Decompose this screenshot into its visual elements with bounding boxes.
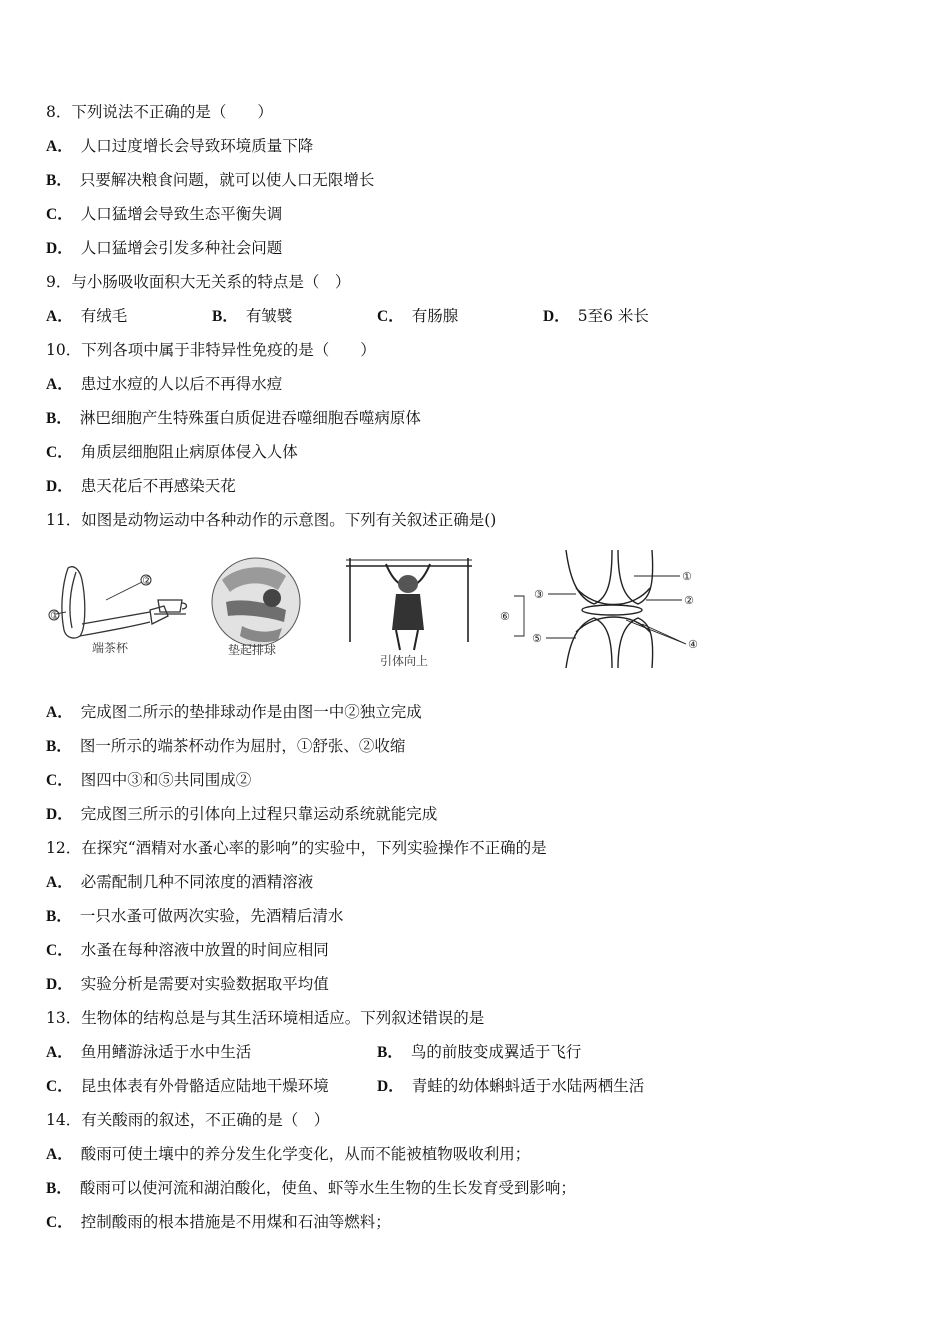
q11-option-a: A． 完成图二所示的垫排球动作是由图一中②独立完成 xyxy=(46,703,422,721)
q9-option-a: A． 有绒毛 xyxy=(46,307,128,325)
q11-option-c: C． 图四中③和⑤共同围成② xyxy=(46,771,252,789)
q11-option-d: D． 完成图三所示的引体向上过程只靠运动系统就能完成 xyxy=(46,805,438,823)
joint-label-5: ⑤ xyxy=(532,632,542,645)
q9-stem: 9．与小肠吸收面积大无关系的特点是（ ） xyxy=(46,273,351,291)
q13-stem: 13．生物体的结构总是与其生活环境相适应。下列叙述错误的是 xyxy=(46,1009,485,1027)
fig1-marker-2-label: ② xyxy=(142,574,152,587)
q10-option-a: A． 患过水痘的人以后不再得水痘 xyxy=(46,375,283,393)
q13-option-d: D． 青蛙的幼体蝌蚪适于水陆两栖生活 xyxy=(377,1077,645,1095)
q11-figure-svg xyxy=(46,540,726,675)
q10-option-d: D． 患天花后不再感染天花 xyxy=(46,477,236,495)
q8-stem: 8．下列说法不正确的是（ ） xyxy=(46,103,273,121)
q11-stem: 11．如图是动物运动中各种动作的示意图。下列有关叙述正确是() xyxy=(46,511,497,529)
joint-label-6: ⑥ xyxy=(500,610,510,623)
joint-label-4: ④ xyxy=(688,638,698,651)
pullup-figure-body xyxy=(386,564,430,650)
fig1-caption: 端茶杯 xyxy=(92,641,129,655)
q12-option-a: A． 必需配制几种不同浓度的酒精溶液 xyxy=(46,873,314,891)
q9-option-d: D． 5至6 米长 xyxy=(543,307,649,325)
fig3-caption: 引体向上 xyxy=(380,654,429,668)
q11-figure xyxy=(46,540,726,675)
q13-option-b: B． 鸟的前肢变成翼适于飞行 xyxy=(377,1043,582,1061)
fig1-marker-1-label: ① xyxy=(50,609,60,622)
q13-option-c: C． 昆虫体表有外骨骼适应陆地干燥环境 xyxy=(46,1077,329,1095)
q10-stem: 10．下列各项中属于非特异性免疫的是（ ） xyxy=(46,341,376,359)
q8-option-b: B． 只要解决粮食问题，就可以使人口无限增长 xyxy=(46,171,375,189)
q8-option-d: D． 人口猛增会引发多种社会问题 xyxy=(46,239,283,257)
q12-option-c: C． 水蚤在每种溶液中放置的时间应相同 xyxy=(46,941,329,959)
joint-diagram xyxy=(566,550,653,668)
q9-option-c: C． 有肠腺 xyxy=(377,307,459,325)
q9-option-b: B． 有皱襞 xyxy=(212,307,293,325)
q11-option-b: B． 图一所示的端茶杯动作为屈肘，①舒张、②收缩 xyxy=(46,737,406,755)
volleyball-illustration xyxy=(212,558,300,646)
q12-stem: 12．在探究“酒精对水蚤心率的影响”的实验中，下列实验操作不正确的是 xyxy=(46,839,547,857)
joint-label-2: ② xyxy=(684,594,694,607)
q14-option-a: A． 酸雨可使土壤中的养分发生化学变化，从而不能被植物吸收利用； xyxy=(46,1145,531,1163)
q13-option-a: A． 鱼用鳍游泳适于水中生活 xyxy=(46,1043,252,1061)
q14-stem: 14．有关酸雨的叙述，不正确的是（ ） xyxy=(46,1111,330,1129)
joint-label-3: ③ xyxy=(534,588,544,601)
q14-option-b: B． 酸雨可以使河流和湖泊酸化，使鱼、虾等水生生物的生长发育受到影响； xyxy=(46,1179,576,1197)
q10-option-b: B． 淋巴细胞产生特殊蛋白质促进吞噬细胞吞噬病原体 xyxy=(46,409,421,427)
joint-label-1: ① xyxy=(682,570,692,583)
q8-option-c: C． 人口猛增会导致生态平衡失调 xyxy=(46,205,283,223)
q12-option-d: D． 实验分析是需要对实验数据取平均值 xyxy=(46,975,329,993)
q12-option-b: B． 一只水蚤可做两次实验，先酒精后清水 xyxy=(46,907,344,925)
q14-option-c: C． 控制酸雨的根本措施是不用煤和石油等燃料； xyxy=(46,1213,391,1231)
q8-option-a: A． 人口过度增长会导致环境质量下降 xyxy=(46,137,314,155)
q10-option-c: C． 角质层细胞阻止病原体侵入人体 xyxy=(46,443,298,461)
fig2-caption: 垫起排球 xyxy=(228,643,277,657)
arm-teacup-illustration xyxy=(56,567,187,638)
